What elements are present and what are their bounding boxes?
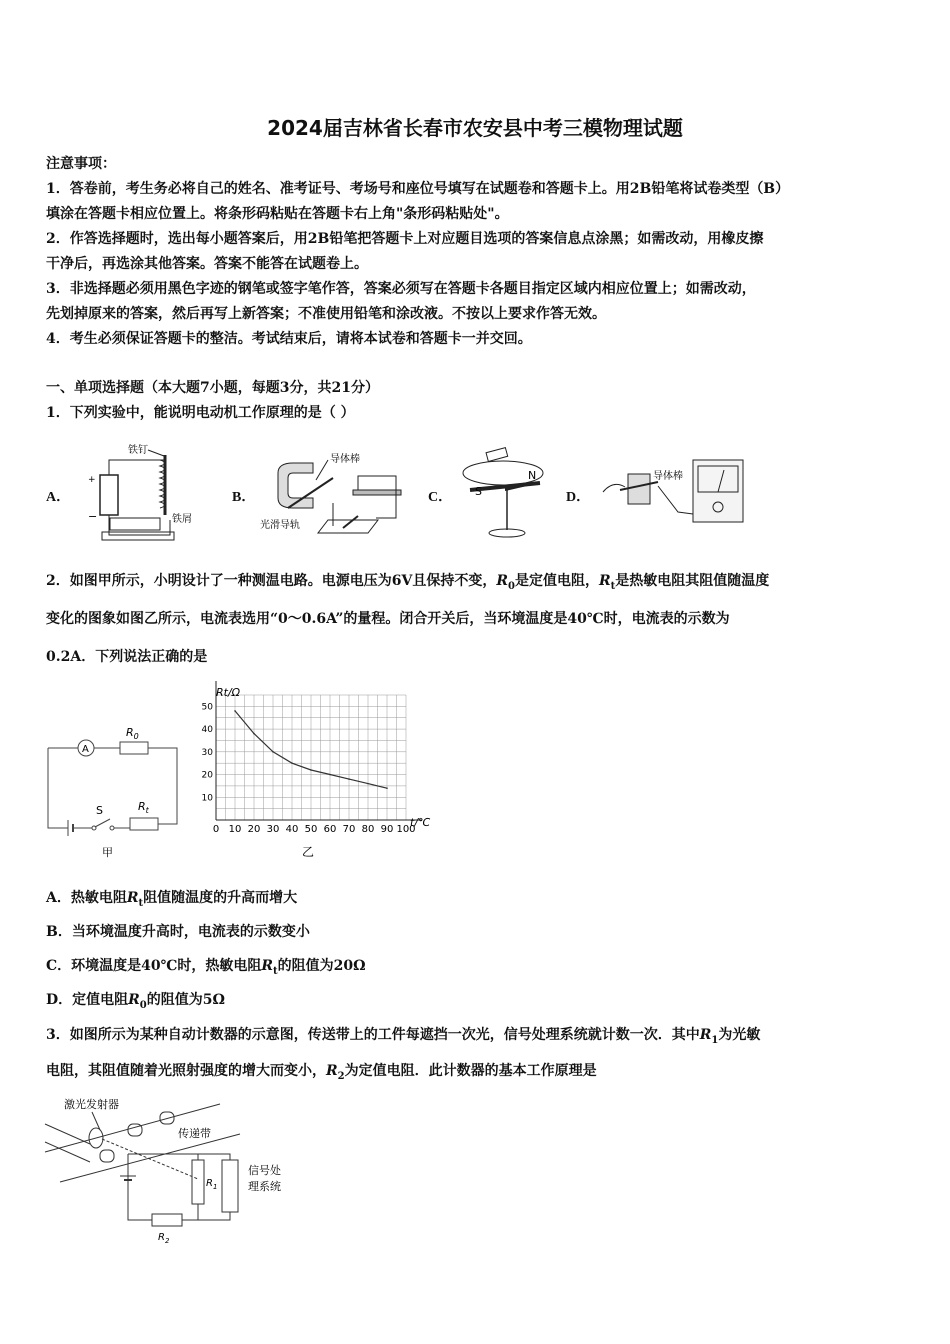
notes-line: 1．答卷前，考生务必将自己的姓名、准考证号、考场号和座位号填写在试题卷和答题卡上。用2B铅笔将试卷类型（B） xyxy=(46,181,790,197)
label-smooth-rail: 光滑导轨 xyxy=(260,520,300,531)
chart-axes xyxy=(216,681,422,820)
pole-s: S xyxy=(475,485,482,498)
label-laser: 激光发射器 xyxy=(64,1098,119,1111)
switch-s xyxy=(95,819,110,827)
resistor-r1 xyxy=(192,1160,204,1204)
x-tick-label: 40 xyxy=(285,824,299,835)
y-tick-label: 20 xyxy=(201,770,213,781)
question-3-stem-line1: 3．如图所示为某种自动计数器的示意图，传送带上的工件每遮挡一次光，信号处理系统就计数一次．其中$R_1$为光敏 xyxy=(46,1027,761,1046)
q1-option-c-label: C． xyxy=(428,490,453,505)
x-tick-label: 80 xyxy=(361,824,375,835)
question-2-stem-line3: 0.2A．下列说法正确的是 xyxy=(46,649,208,665)
x-tick-label: 10 xyxy=(228,824,242,835)
notes-line: 3．非选择题必须用黑色字迹的钢笔或签字笔作答，答案必须写在答题卡各题目指定区域内相应位置上；如需改动， xyxy=(46,281,756,297)
page-title: 2024届吉林省长春市农安县中考三模物理试题 xyxy=(267,116,683,140)
x-tick-label: 100 xyxy=(396,824,416,835)
pole-n: N xyxy=(528,469,537,482)
chart-xlabel: t/℃ xyxy=(410,816,431,829)
battery-minus: − xyxy=(88,510,98,523)
q2-option-a: A．热敏电阻$R_t$阻值随温度的升高而增大 xyxy=(46,890,298,909)
label-nail: 铁钉 xyxy=(128,445,148,456)
label-system-2: 理系统 xyxy=(248,1180,281,1193)
figure-circuit-jia xyxy=(40,720,190,860)
data-point xyxy=(291,762,293,764)
y-tick-label: 40 xyxy=(201,725,213,736)
question-2-stem-line1: 2．如图甲所示，小明设计了一种测温电路。电源电压为6V且保持不变，$R_0$是定值电阻，$R_t$是热敏电阻其阻值随温度 xyxy=(46,573,770,592)
q1-option-a-label: A． xyxy=(46,490,71,505)
label-conductor-rod: 导体棒 xyxy=(330,454,360,465)
x-tick-label: 30 xyxy=(266,824,280,835)
r0-label: $R_0$ xyxy=(126,726,139,741)
r2-fig-label: $R_2$ xyxy=(158,1232,170,1244)
q1-option-d-label: D． xyxy=(566,490,591,505)
notes-heading: 注意事项： xyxy=(46,156,116,172)
chart-caption: 乙 xyxy=(302,845,315,859)
q2-option-b: B．当环境温度升高时，电流表的示数变小 xyxy=(46,924,310,940)
circuit-caption: 甲 xyxy=(102,846,113,859)
section-heading: 一、单项选择题（本大题7小题，每题3分，共21分） xyxy=(46,380,379,396)
notes-line: 填涂在答题卡相应位置上。将条形码粘贴在答题卡右上角"条形码粘贴处"。 xyxy=(46,206,509,222)
chart-resistance-vs-temperature xyxy=(192,680,442,870)
data-point xyxy=(329,774,331,776)
y-tick-label: 50 xyxy=(201,702,213,713)
data-point xyxy=(348,778,350,780)
data-point xyxy=(386,787,388,789)
figure-counter xyxy=(40,1094,320,1244)
figure-electromagnet xyxy=(80,440,200,545)
data-point xyxy=(253,733,255,735)
x-tick-label: 90 xyxy=(380,824,394,835)
q1-option-b-label: B． xyxy=(232,490,256,505)
resistor-rt xyxy=(130,818,158,830)
switch-label: S xyxy=(96,804,103,817)
data-point xyxy=(367,783,369,785)
data-point xyxy=(272,751,274,753)
resistor-r2 xyxy=(152,1214,182,1226)
figure-galvanometer xyxy=(598,452,748,532)
q2-option-d: D．定值电阻$R_0$的阻值为5Ω xyxy=(46,992,225,1011)
x-tick-label: 60 xyxy=(323,824,337,835)
x-tick-label: 70 xyxy=(342,824,356,835)
rt-label: $R_t$ xyxy=(138,800,149,815)
x-tick-label: 0 xyxy=(212,824,220,835)
ammeter-label: A xyxy=(82,744,89,755)
label-iron-filings: 铁屑 xyxy=(172,514,192,525)
y-tick-label: 10 xyxy=(201,793,213,804)
question-2-stem-line2: 变化的图象如图乙所示，电流表选用“0～0.6A”的量程。闭合开关后，当环境温度是40℃时，电流表的示数为 xyxy=(46,611,730,627)
data-point xyxy=(234,710,236,712)
label-system-1: 信号处 xyxy=(248,1164,281,1177)
x-tick-label: 50 xyxy=(304,824,318,835)
label-belt: 传递带 xyxy=(178,1127,211,1140)
notes-line: 2．作答选择题时，选出每小题答案后，用2B铅笔把答题卡上对应题目选项的答案信息点涂黑；如需改动，用橡皮擦 xyxy=(46,231,764,247)
data-point xyxy=(310,769,312,771)
figure-oersted xyxy=(455,445,555,545)
label-conductor-rod-d: 导体棒 xyxy=(653,471,683,482)
resistor-r0 xyxy=(120,742,148,754)
x-tick-label: 20 xyxy=(247,824,261,835)
chart-ylabel: Rt/Ω xyxy=(216,686,241,699)
chart-grid xyxy=(216,695,406,820)
q2-option-c: C．环境温度是40℃时，热敏电阻$R_t$的阻值为20Ω xyxy=(46,958,366,977)
y-tick-label: 30 xyxy=(201,747,213,758)
battery-plus: + xyxy=(88,475,96,485)
notes-line: 4．考生必须保证答题卡的整洁。考试结束后，请将本试卷和答题卡一并交回。 xyxy=(46,331,532,347)
figure-rod-in-magnet xyxy=(258,448,408,548)
question-3-stem-line2: 电阻，其阻值随着光照射强度的增大而变小，$R_2$为定值电阻．此计数器的基本工作原理是 xyxy=(46,1063,597,1082)
notes-line: 干净后，再选涂其他答案。答案不能答在试题卷上。 xyxy=(46,256,368,272)
question-1-stem: 1．下列实验中，能说明电动机工作原理的是（ ） xyxy=(46,405,355,421)
r1-fig-label: $R_1$ xyxy=(206,1178,218,1191)
notes-line: 先划掉原来的答案，然后再写上新答案；不准使用铅笔和涂改液。不按以上要求作答无效。 xyxy=(46,306,606,322)
